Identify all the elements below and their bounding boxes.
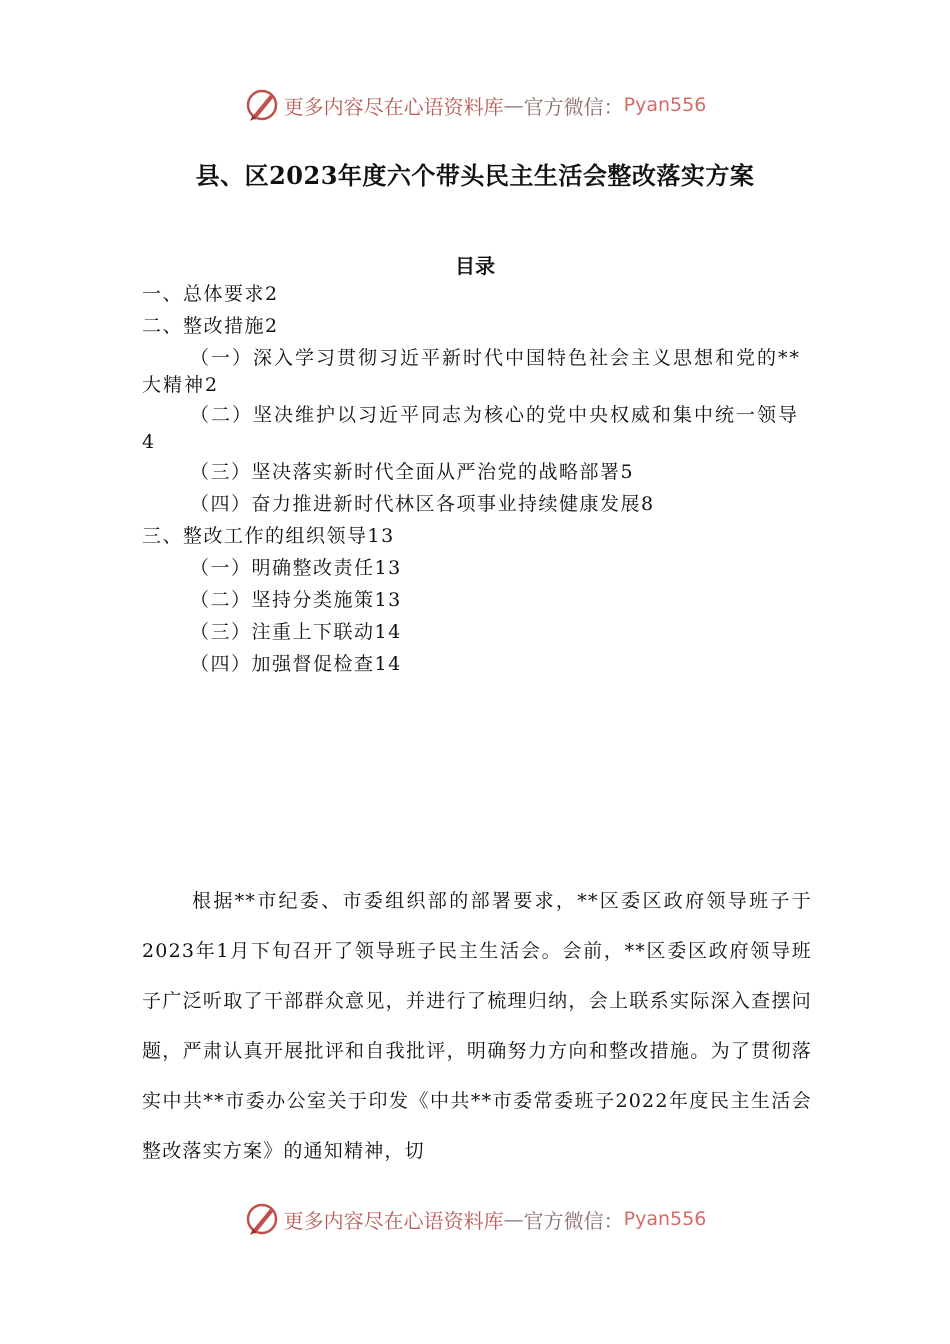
toc-item[interactable]: （三）注重上下联动14	[190, 621, 402, 643]
banner-official-label: 官方微信：	[523, 94, 624, 119]
banner-wechat-id: Pyan556	[623, 94, 707, 116]
pen-logo-icon	[244, 1201, 280, 1237]
banner-main-text: 更多内容尽在心语资料库	[283, 1208, 504, 1233]
pen-logo-icon	[244, 87, 280, 123]
toc-item[interactable]: （一）深入学习贯彻习近平新时代中国特色社会主义思想和党的**大精神2	[142, 347, 802, 396]
toc-item[interactable]: （二）坚持分类施策13	[190, 589, 402, 611]
toc-item[interactable]: 一、总体要求2	[142, 283, 279, 305]
toc-item[interactable]: 二、整改措施2	[142, 315, 279, 337]
banner-dash: —	[503, 93, 524, 117]
header-watermark-banner	[0, 85, 950, 125]
document-title: 县、区2023年度六个带头民主生活会整改落实方案	[195, 161, 755, 190]
body-paragraph: 根据**市纪委、市委组织部的部署要求，**区委区政府领导班子于2023年1月下旬召开了领导班子民主生活会。会前，**区委区政府领导班子广泛听取了干部群众意见，并进行了梳理归纳，会上联系实际深入查摆问题，严肃认真开展批评和自我批评，明确努力方向和整改措施。为了贯彻落实中共**市委办公室关于印发《中共**市委常委班子2022年度民主生活会整改落实方案》的通知精神，切	[142, 890, 812, 1162]
banner-main-text: 更多内容尽在心语资料库	[283, 94, 504, 119]
toc-item[interactable]: （四）加强督促检查14	[190, 653, 402, 675]
toc-item[interactable]: 三、整改工作的组织领导13	[142, 525, 395, 547]
table-of-contents	[142, 281, 812, 683]
footer-watermark-banner	[0, 1199, 950, 1239]
toc-item[interactable]: （三）坚决落实新时代全面从严治党的战略部署5	[190, 461, 635, 483]
toc-item[interactable]: （一）明确整改责任13	[190, 557, 402, 579]
toc-heading: 目录	[455, 254, 495, 278]
banner-wechat-id: Pyan556	[623, 1208, 707, 1230]
banner-dash: —	[503, 1207, 524, 1231]
toc-item[interactable]: （二）坚决维护以习近平同志为核心的党中央权威和集中统一领导4	[142, 404, 800, 453]
toc-item[interactable]: （四）奋力推进新时代林区各项事业持续健康发展8	[190, 493, 655, 515]
banner-official-label: 官方微信：	[523, 1208, 624, 1233]
